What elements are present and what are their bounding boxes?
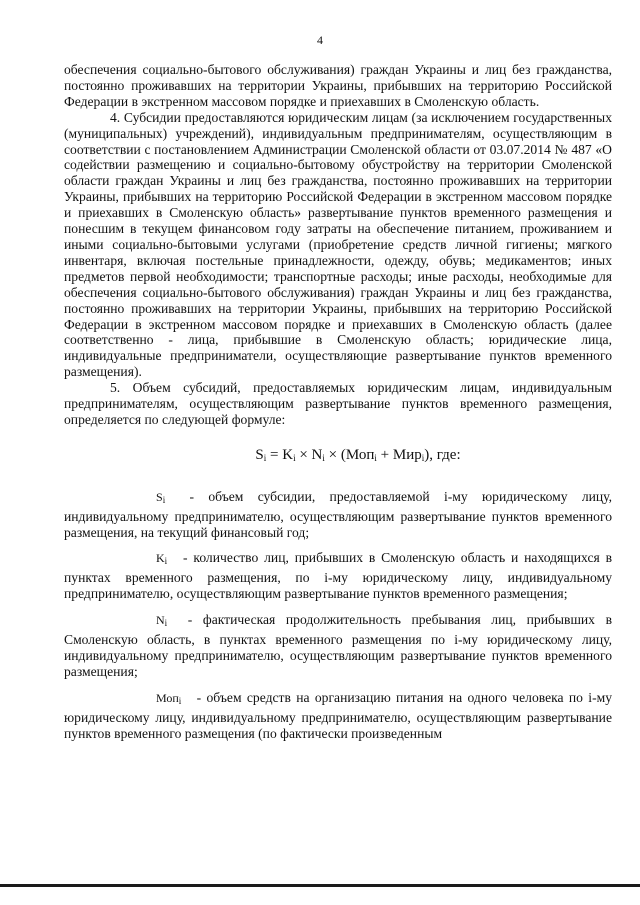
definition-symbol: S: [156, 489, 163, 504]
page-number: 4: [317, 33, 323, 47]
definition-symbol-sub: i: [178, 695, 182, 706]
formula-plus: +: [376, 446, 393, 463]
definition-text: - количество лиц, прибывших в Смоленскую область и находящихся в пунктах временного размещения, по i-му юридическому лицу, индивидуальному предпринимателю, осуществляющим развертывание пунктов временного размещения;: [64, 550, 612, 602]
definition-s: [64, 489, 612, 541]
definition-text: - объем субсидии, предоставляемой i-му юридическому лицу, индивидуальному предпринимателю, осуществляющим развертывание пунктов временного размещения, на текущий финансовый год;: [64, 488, 612, 540]
formula-k-sub: i: [293, 452, 296, 463]
definition-k: [64, 550, 612, 602]
subsidy-formula: [64, 448, 612, 467]
formula-n-sub: i: [322, 452, 325, 463]
formula-times-2: × (: [324, 446, 346, 463]
formula-mop: Моп: [345, 446, 375, 463]
paragraph-4: 4. Субсидии предоставляются юридическим лицам (за исключением государственных (муниципальных) учреждений), индивидуальным предпринимателям, осуществляющим в соответствии с постановлением Администрации Смоленской области от 03.07.2014 № 487 «О содействии размещению и социально-бытовому обустройству на территории Смоленской области граждан Украины и лиц без гражданства, постоянно проживавших на территории Украины, прибывших на территорию Российской Федерации в экстренном массовом порядке и приехавших в Смоленскую область» развертывание пунктов временного размещения и понесшим в текущем финансовом году затраты на обеспечение питанием, проживанием и иными социально-бытовыми услугами (приобретение средств личной гигиены; мягкого инвентаря, включая постельные принадлежности, одежду, обувь; медикаментов; иных предметов первой необходимости; транспортные расходы; иные расходы, необходимые для обеспечения социально-бытового обслуживания) граждан Украины и лиц без гражданства, постоянно проживавших на территории Украины, прибывших на территорию Российской Федерации в экстренном массовом порядке и приехавших в Смоленскую область (далее соответственно - лица, прибывшие в Смоленскую область; юридические лица, индивидуальные предприниматели, осуществляющие развертывание пунктов временного размещения).: [64, 109, 612, 380]
definition-text: - фактическая продолжительность пребывания лиц, прибывших в Смоленскую область, в пунктах временного размещения по i-му юридическому лицу, индивидуальному предпринимателю, осуществляющим развертывание пунктов временного размещения;: [64, 612, 612, 679]
definition-mop: [64, 690, 612, 742]
formula-eq: =: [266, 446, 283, 463]
formula-s: S: [255, 446, 264, 463]
paragraph-continuation: обеспечения социально-бытового обслуживания) граждан Украины и лиц без гражданства, постоянно проживавших на территории Украины, прибывших на территорию Российской Федерации в экстренном массовом порядке и приехавших в Смоленскую область.: [64, 62, 612, 109]
formula-s-sub: i: [263, 452, 267, 463]
definition-symbol: N: [156, 613, 165, 628]
formula-k: K: [282, 446, 294, 463]
formula-times-1: ×: [295, 446, 312, 463]
scan-bottom-edge: [0, 884, 640, 887]
definition-symbol-sub: i: [164, 618, 168, 629]
formula-mir-sub: i: [421, 452, 425, 463]
formula-mop-sub: i: [374, 452, 377, 463]
definition-symbol: K: [156, 551, 165, 566]
definition-symbol: Моп: [156, 690, 179, 705]
definition-text: - объем средств на организацию питания на одного человека по i-му юридическому лицу, индивидуальному предпринимателю, осуществляющим развертывание пунктов временного размещения (по фактически произведенным: [64, 689, 612, 741]
definition-symbol-sub: i: [164, 556, 168, 567]
definition-symbol-sub: i: [162, 494, 166, 505]
definition-n: [64, 612, 612, 680]
formula-n: N: [311, 446, 323, 463]
formula-mir: Мир: [392, 446, 422, 463]
formula-tail: ), где:: [424, 446, 461, 463]
paragraph-5: 5. Объем субсидий, предоставляемых юридическим лицам, индивидуальным предпринимателям, осуществляющим развертывание пунктов временного размещения, определяется по следующей формуле:: [64, 380, 612, 427]
document-body: [64, 62, 612, 742]
